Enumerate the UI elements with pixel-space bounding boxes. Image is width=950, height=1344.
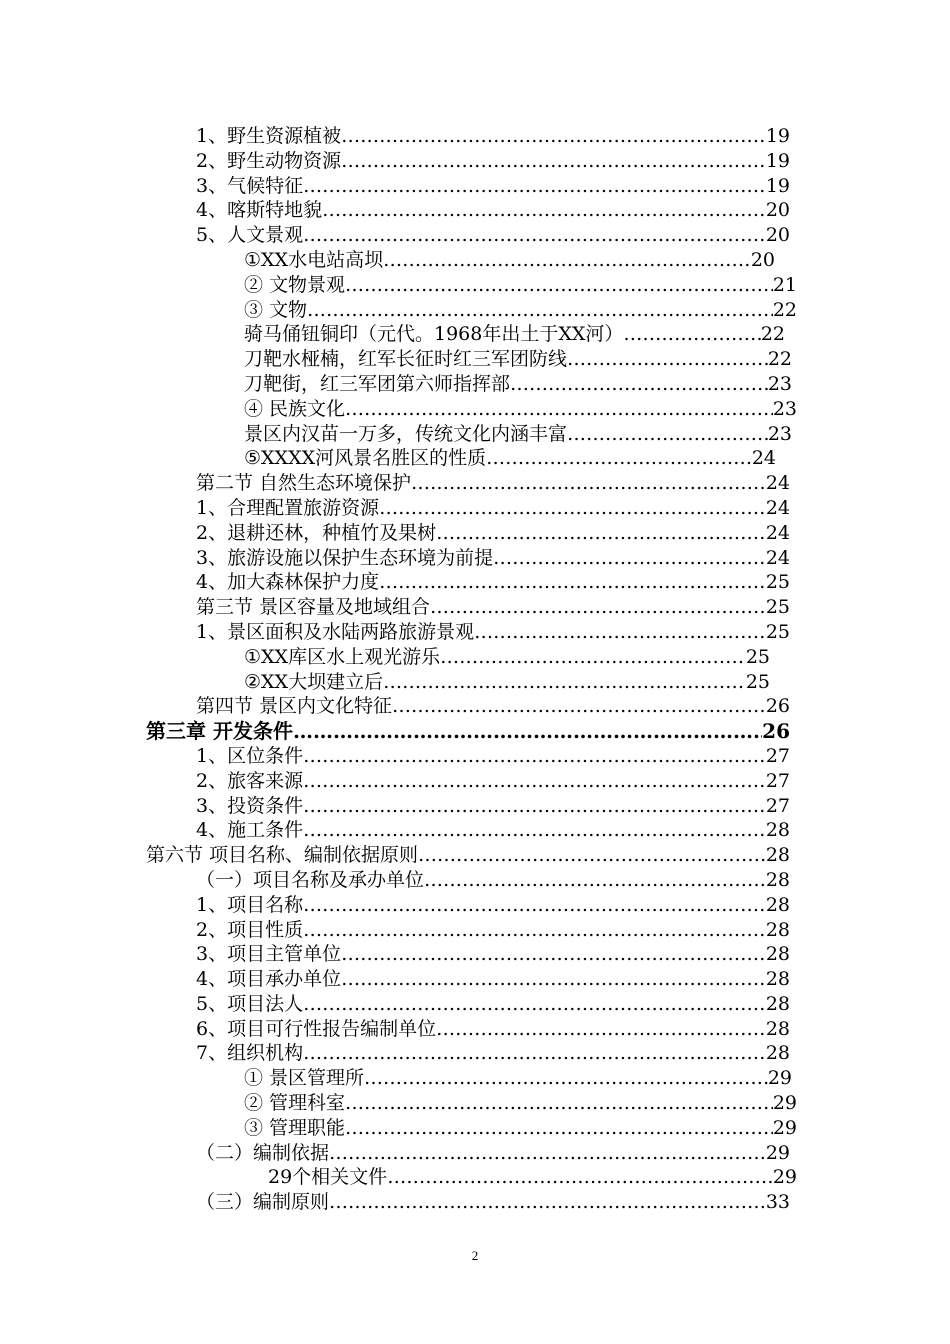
toc-entry[interactable] xyxy=(0,298,950,323)
toc-entry-page: 21 xyxy=(772,273,797,296)
toc-leader-dots xyxy=(383,670,746,695)
toc-entry-page: 22 xyxy=(760,323,785,346)
toc-leader-dots xyxy=(303,1041,766,1066)
toc-entry-page: 29 xyxy=(767,1067,792,1090)
toc-entry-page: 27 xyxy=(765,744,790,767)
toc-entry[interactable] xyxy=(0,223,950,248)
toc-entry[interactable] xyxy=(0,744,950,769)
toc-entry-title: 29个相关文件 xyxy=(268,1166,388,1189)
toc-entry-title: （二）编制依据 xyxy=(196,1141,330,1164)
toc-entry-page: 19 xyxy=(765,125,790,147)
toc-entry-title: 第四节 景区内文化特征 xyxy=(196,695,393,718)
toc-entry[interactable] xyxy=(0,1141,950,1166)
toc-entry[interactable] xyxy=(0,595,950,620)
toc-entry-page: 33 xyxy=(765,1191,790,1214)
toc-entry-page: 28 xyxy=(765,918,790,941)
toc-entry[interactable] xyxy=(0,521,950,546)
toc-leader-dots xyxy=(623,322,760,347)
toc-entry-page: 25 xyxy=(745,645,770,668)
toc-entry-title: ①XX库区水上观光游乐 xyxy=(244,645,441,668)
toc-leader-dots xyxy=(303,174,766,199)
toc-entry-page: 28 xyxy=(765,943,790,966)
toc-entry-title: 2、旅客来源 xyxy=(196,769,304,792)
toc-leader-dots xyxy=(341,942,766,967)
toc-entry-page: 28 xyxy=(765,1042,790,1065)
toc-entry-page: 19 xyxy=(765,174,790,197)
toc-entry-title: ③ 管理职能 xyxy=(244,1116,346,1139)
toc-entry-page: 27 xyxy=(765,794,790,817)
toc-leader-dots xyxy=(322,198,766,223)
toc-entry-page: 23 xyxy=(767,422,792,445)
toc-entry-title: 骑马俑钮铜印（元代。1968年出土于XX河） xyxy=(244,323,624,346)
toc-entry-page: 24 xyxy=(765,472,790,495)
toc-entry[interactable] xyxy=(0,273,950,298)
toc-entry-page: 29 xyxy=(772,1092,797,1115)
toc-entry[interactable] xyxy=(0,496,950,521)
toc-entry-page: 25 xyxy=(765,571,790,594)
toc-leader-dots xyxy=(364,1066,768,1091)
toc-entry-title: ⑤XXXX河风景名胜区的性质 xyxy=(244,447,487,470)
toc-entry-title: 1、景区面积及水陆两路旅游景观 xyxy=(196,620,475,643)
toc-entry-page: 24 xyxy=(765,521,790,544)
toc-entry-title: 3、旅游设施以保护生态环境为前提 xyxy=(196,546,494,569)
toc-leader-dots xyxy=(345,1091,773,1116)
toc-leader-dots xyxy=(567,347,768,372)
toc-leader-dots xyxy=(424,868,766,893)
toc-leader-dots xyxy=(341,149,766,174)
toc-entry-page: 26 xyxy=(762,719,790,744)
toc-entry-title: ② 管理科室 xyxy=(244,1092,346,1115)
toc-entry-page: 22 xyxy=(772,298,797,321)
toc-entry-page: 25 xyxy=(765,596,790,619)
toc-leader-dots xyxy=(436,1017,766,1042)
toc-entry-page: 26 xyxy=(765,695,790,718)
toc-leader-dots xyxy=(303,992,766,1017)
toc-entry-page: 29 xyxy=(772,1116,797,1139)
table-of-contents xyxy=(0,124,950,1215)
toc-entry-title: 7、组织机构 xyxy=(196,1042,304,1065)
toc-entry-page: 29 xyxy=(765,1141,790,1164)
toc-entry-page: 20 xyxy=(765,199,790,222)
toc-entry-title: （一）项目名称及承办单位 xyxy=(196,868,425,891)
toc-entry-title: 第二节 自然生态环境保护 xyxy=(196,472,412,495)
toc-entry-page: 28 xyxy=(765,844,790,867)
toc-entry[interactable] xyxy=(0,248,950,273)
toc-entry-title: ①XX水电站高坝 xyxy=(244,248,384,271)
toc-leader-dots xyxy=(303,223,766,248)
toc-entry-title: 1、区位条件 xyxy=(196,744,304,767)
toc-entry-title: 6、项目可行性报告编制单位 xyxy=(196,1017,437,1040)
toc-leader-dots xyxy=(345,1116,773,1141)
toc-entry-page: 22 xyxy=(767,348,792,371)
toc-entry[interactable] xyxy=(0,546,950,571)
toc-entry-page: 24 xyxy=(751,447,776,470)
toc-entry-page: 28 xyxy=(765,968,790,991)
toc-entry[interactable] xyxy=(0,397,950,422)
toc-entry[interactable] xyxy=(0,868,950,893)
toc-entry-title: 5、人文景观 xyxy=(196,224,304,247)
toc-entry-title: 5、项目法人 xyxy=(196,992,304,1015)
toc-leader-dots xyxy=(440,645,746,670)
toc-entry-title: 2、退耕还林，种植竹及果树 xyxy=(196,521,437,544)
toc-leader-dots xyxy=(303,769,766,794)
toc-entry-page: 25 xyxy=(745,670,770,693)
toc-entry[interactable] xyxy=(0,719,950,744)
toc-leader-dots xyxy=(486,446,752,471)
toc-entry[interactable] xyxy=(0,471,950,496)
toc-leader-dots xyxy=(303,818,766,843)
toc-entry-title: 2、野生动物资源 xyxy=(196,149,342,172)
toc-leader-dots xyxy=(387,1165,773,1190)
toc-entry-title: 刀靶水桠楠，红军长征时红三军团防线 xyxy=(244,348,568,371)
toc-entry-title: 3、项目主管单位 xyxy=(196,943,342,966)
toc-leader-dots xyxy=(307,298,773,323)
toc-leader-dots xyxy=(392,694,766,719)
toc-entry[interactable] xyxy=(0,918,950,943)
toc-leader-dots xyxy=(303,918,766,943)
toc-leader-dots xyxy=(379,496,766,521)
toc-leader-dots xyxy=(341,967,766,992)
toc-entry[interactable] xyxy=(0,818,950,843)
toc-leader-dots xyxy=(493,546,766,571)
toc-leader-dots xyxy=(418,843,766,868)
toc-leader-dots xyxy=(329,1141,766,1166)
toc-entry[interactable] xyxy=(0,570,950,595)
toc-entry[interactable] xyxy=(0,149,950,174)
toc-leader-dots xyxy=(436,521,766,546)
toc-entry[interactable] xyxy=(0,174,950,199)
toc-entry-title: 4、施工条件 xyxy=(196,819,304,842)
toc-entry-title: ③ 文物 xyxy=(244,298,308,321)
toc-entry-title: ① 景区管理所 xyxy=(244,1067,365,1090)
toc-entry-page: 25 xyxy=(765,620,790,643)
toc-entry-title: ② 文物景观 xyxy=(244,273,346,296)
toc-entry-title: 4、喀斯特地貌 xyxy=(196,199,323,222)
toc-entry-title: （三）编制原则 xyxy=(196,1191,330,1214)
toc-entry[interactable] xyxy=(0,694,950,719)
toc-entry-page: 24 xyxy=(765,546,790,569)
toc-entry-title: ②XX大坝建立后 xyxy=(244,670,384,693)
toc-entry-page: 28 xyxy=(765,868,790,891)
toc-entry-page: 27 xyxy=(765,769,790,792)
toc-entry-page: 28 xyxy=(765,819,790,842)
toc-entry-title: 刀靶街，红三军团第六师指挥部 xyxy=(244,372,511,395)
toc-entry[interactable] xyxy=(0,620,950,645)
toc-leader-dots xyxy=(345,273,773,298)
toc-entry-page: 19 xyxy=(765,149,790,172)
toc-entry-title: 第六节 项目名称、编制依据原则 xyxy=(146,844,419,867)
toc-entry-title: 1、合理配置旅游资源 xyxy=(196,496,380,519)
toc-leader-dots xyxy=(474,620,766,645)
toc-entry[interactable] xyxy=(0,843,950,868)
toc-entry-page: 20 xyxy=(765,224,790,247)
toc-entry-title: 第三节 景区容量及地域组合 xyxy=(196,596,431,619)
toc-entry[interactable] xyxy=(0,967,950,992)
toc-entry[interactable] xyxy=(0,347,950,372)
toc-entry[interactable] xyxy=(0,992,950,1017)
toc-entry[interactable] xyxy=(0,1041,950,1066)
toc-leader-dots xyxy=(430,595,766,620)
toc-entry[interactable] xyxy=(0,1165,950,1190)
toc-leader-dots xyxy=(303,893,766,918)
toc-entry[interactable] xyxy=(0,1116,950,1141)
toc-entry-page: 28 xyxy=(765,1017,790,1040)
toc-entry-title: 4、项目承办单位 xyxy=(196,968,342,991)
toc-leader-dots xyxy=(411,471,766,496)
toc-entry[interactable] xyxy=(0,893,950,918)
toc-entry[interactable] xyxy=(0,422,950,447)
toc-entry[interactable] xyxy=(0,942,950,967)
toc-entry[interactable] xyxy=(0,1017,950,1042)
toc-entry[interactable] xyxy=(0,446,950,471)
toc-entry[interactable] xyxy=(0,198,950,223)
toc-entry-page: 24 xyxy=(765,496,790,519)
toc-entry-title: 1、项目名称 xyxy=(196,893,304,916)
toc-entry[interactable] xyxy=(0,645,950,670)
toc-entry-title: 2、项目性质 xyxy=(196,918,304,941)
toc-entry-title: 4、加大森林保护力度 xyxy=(196,571,380,594)
toc-entry-title: 景区内汉苗一万多，传统文化内涵丰富 xyxy=(244,422,568,445)
toc-leader-dots xyxy=(303,744,766,769)
toc-entry-title: 1、野生资源植被 xyxy=(196,125,342,147)
toc-entry-page: 20 xyxy=(750,248,775,271)
page-number: 2 xyxy=(471,1248,479,1263)
toc-entry-title: 3、气候特征 xyxy=(196,174,304,197)
toc-entry[interactable] xyxy=(0,794,950,819)
toc-entry-title: ④ 民族文化 xyxy=(244,397,346,420)
toc-entry[interactable] xyxy=(0,670,950,695)
toc-entry-title: 3、投资条件 xyxy=(196,794,304,817)
toc-entry-title: 第三章 开发条件 xyxy=(146,719,293,744)
toc-entry-page: 28 xyxy=(765,992,790,1015)
toc-entry[interactable] xyxy=(0,124,950,149)
toc-entry-page: 28 xyxy=(765,893,790,916)
toc-entry-page: 29 xyxy=(772,1166,797,1189)
toc-entry[interactable] xyxy=(0,322,950,347)
toc-entry-page: 23 xyxy=(772,397,797,420)
toc-leader-dots xyxy=(293,719,762,744)
toc-leader-dots xyxy=(510,372,768,397)
toc-entry-page: 23 xyxy=(767,372,792,395)
toc-leader-dots xyxy=(379,570,766,595)
toc-leader-dots xyxy=(329,1190,766,1215)
toc-entry[interactable] xyxy=(0,769,950,794)
toc-entry[interactable] xyxy=(0,1190,950,1215)
toc-entry[interactable] xyxy=(0,372,950,397)
toc-leader-dots xyxy=(303,794,766,819)
toc-leader-dots xyxy=(341,124,766,149)
toc-leader-dots xyxy=(567,422,768,447)
toc-entry[interactable] xyxy=(0,1066,950,1091)
toc-leader-dots xyxy=(383,248,751,273)
toc-leader-dots xyxy=(345,397,773,422)
toc-entry[interactable] xyxy=(0,1091,950,1116)
